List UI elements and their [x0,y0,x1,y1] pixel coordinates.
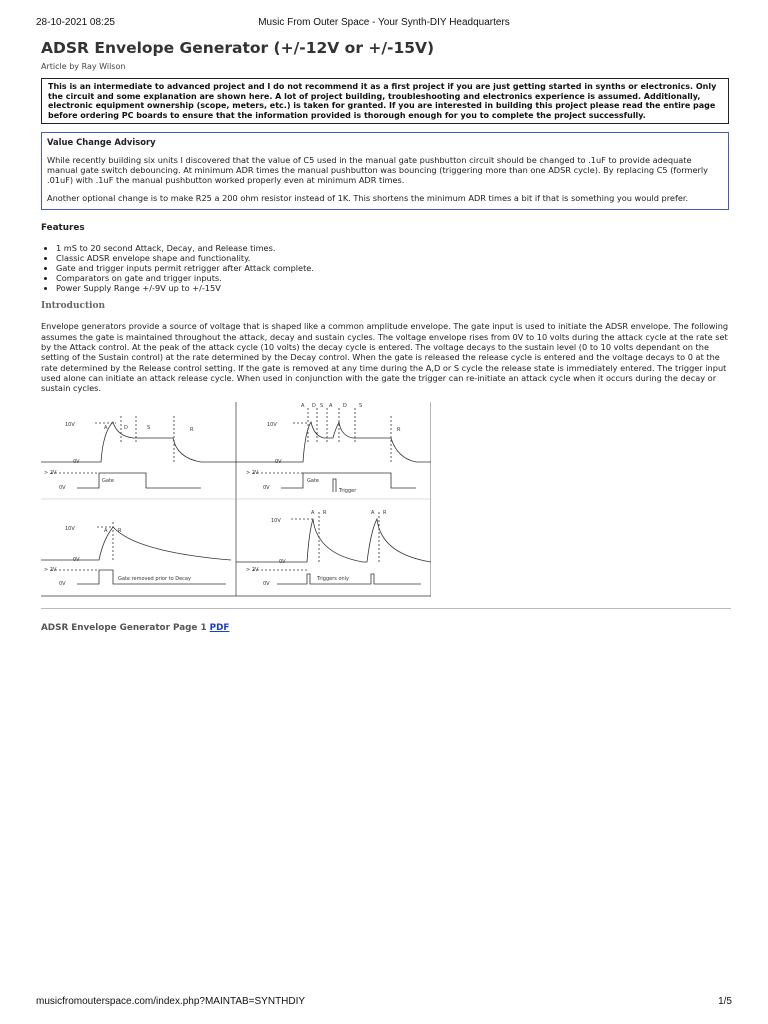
v0-label: 0V [263,581,270,588]
release-label: R [190,427,194,434]
release-label: R [323,510,327,517]
v10-label: 10V [271,518,281,525]
print-header [36,17,732,31]
attack-label: A [371,510,375,517]
value-change-advisory [41,132,729,210]
decay-label: D [124,425,128,432]
print-date: 28-10-2021 08:25 [36,17,115,28]
list-item: • Gate and trigger inputs permit retrigger after Attack complete. [56,263,731,273]
trigger-label: Trigger [339,488,357,495]
advisory-title: Value Change Advisory [47,137,156,148]
pdf-download-label: ADSR Envelope Generator Page 1 [41,623,207,634]
v2-label: > 2V [246,470,259,477]
decay-label: D [312,403,316,410]
list-item: • 1 mS to 20 second Attack, Decay, and Release times. [56,243,731,253]
v0-label: 0V [59,485,66,492]
features-list [41,243,731,293]
print-url: musicfromouterspace.com/index.php?MAINTAB=SYNTHDIY [36,996,306,1007]
v2-label: > 2V [246,567,259,574]
gate-removed-label: Gate removed prior to Decay [118,576,191,583]
attack-label: A [104,425,108,432]
panel-retrigger [236,403,431,494]
v10-label: 10V [65,526,75,533]
v0-label: 0V [279,559,286,566]
gate-label: Gate [307,478,319,485]
byline: Article by Ray Wilson [41,62,126,71]
features-heading: Features [41,223,85,234]
divider [41,608,731,609]
advisory-paragraph-1: While recently building six units I discovered that the value of C5 used in the manual gate pushbutton circuit should be changed to .1uF to provide adequate manual gate switch debouncing. At minimum ADR times the manual pushbutton was bouncing (triggering more than one ADSR cycle). By replacing C5 (formerly .01uF) with .1uF the manual pushbutton worked properly even at minimum ADR times. [47,155,709,186]
v2-label: > 2V [44,470,57,477]
v0-label: 0V [73,459,80,466]
attack-label: A [329,403,333,410]
gate-label: Gate [102,478,114,485]
decay-label: D [343,403,347,410]
release-label: R [118,528,122,535]
v0-label: 0V [275,459,282,466]
adsr-waveform-diagram [41,402,431,604]
list-item: • Classic ADSR envelope shape and functionality. [56,253,731,263]
v0-label: 0V [263,485,270,492]
v0-label: 0V [73,557,80,564]
panel-triggers-only [236,510,431,587]
sustain-label: S [320,403,324,410]
release-label: R [397,427,401,434]
warning-box: This is an intermediate to advanced project and I do not recommend it as a first project if you are just getting started in synths or electronics. Only the circuit and some explanation are shown here. A lot of project building, troubleshooting and electronics experience is assumed. Additionally, electronic equipment ownership (scope, meters, etc.) is taken for granted. If you are interested in building this project please read the entire page before ordering PC boards to ensure that the information provided is thorough enough for you to complete the project successfully. [41,78,729,124]
print-page-title: Music From Outer Space - Your Synth-DIY Headquarters [258,17,510,28]
attack-label: A [301,403,305,410]
sustain-label: S [359,403,363,410]
pdf-download-line [41,623,731,633]
v0-label: 0V [59,581,66,588]
sustain-label: S [147,425,151,432]
list-item: • Power Supply Range +/-9V up to +/-15V [56,283,731,293]
triggers-only-label: Triggers only [317,576,350,583]
introduction-heading: Introduction [41,301,106,312]
page-title: ADSR Envelope Generator (+/-12V or +/-15V) [41,39,435,57]
panel-gate-removed [41,522,231,587]
introduction-text: Envelope generators provide a source of voltage that is shaped like a common amplitude envelope. The gate input is used to initiate the ADSR envelope. The following assumes the gate is maintained throughout the attack, decay and sustain cycles. The voltage envelope rises from 0V to 10 volts during the attack cycle at the rate set by the Attack control. At the peak of the attack cycle (10 volts) the decay cycle is entered. The voltage decays to the sustain level (0 to 10 volts dependant on the setting of the Sustain control) at the rate determined by the Decay control. When the gate is released the release cycle is entered and the voltage decays to 0 at the rate determined by the Release control setting. If the gate is removed at any time during the A,D or S cycle the release state is immediately entered. The trigger input used alone can initiate an attack release cycle. When used in conjunction with the gate the trigger can re-initiate an attack cycle when it occurs during the decay or sustain cycles. [41,321,729,394]
print-footer [36,996,732,1010]
page-number: 1/5 [718,996,732,1007]
v10-label: 10V [267,422,277,429]
list-item: • Comparators on gate and trigger inputs. [56,273,731,283]
v2-label: > 2V [44,567,57,574]
advisory-paragraph-2: Another optional change is to make R25 a 200 ohm resistor instead of 1K. This shortens the minimum ADR times a bit if that is something you would prefer. [47,193,689,204]
attack-label: A [311,510,315,517]
pdf-link[interactable]: PDF [209,623,230,634]
release-label: R [383,510,387,517]
v10-label: 10V [65,422,75,429]
panel-adsr-gate [41,416,236,491]
article-content [41,37,731,633]
attack-label: A [104,528,108,535]
adsr-waveform-svg [41,402,431,604]
